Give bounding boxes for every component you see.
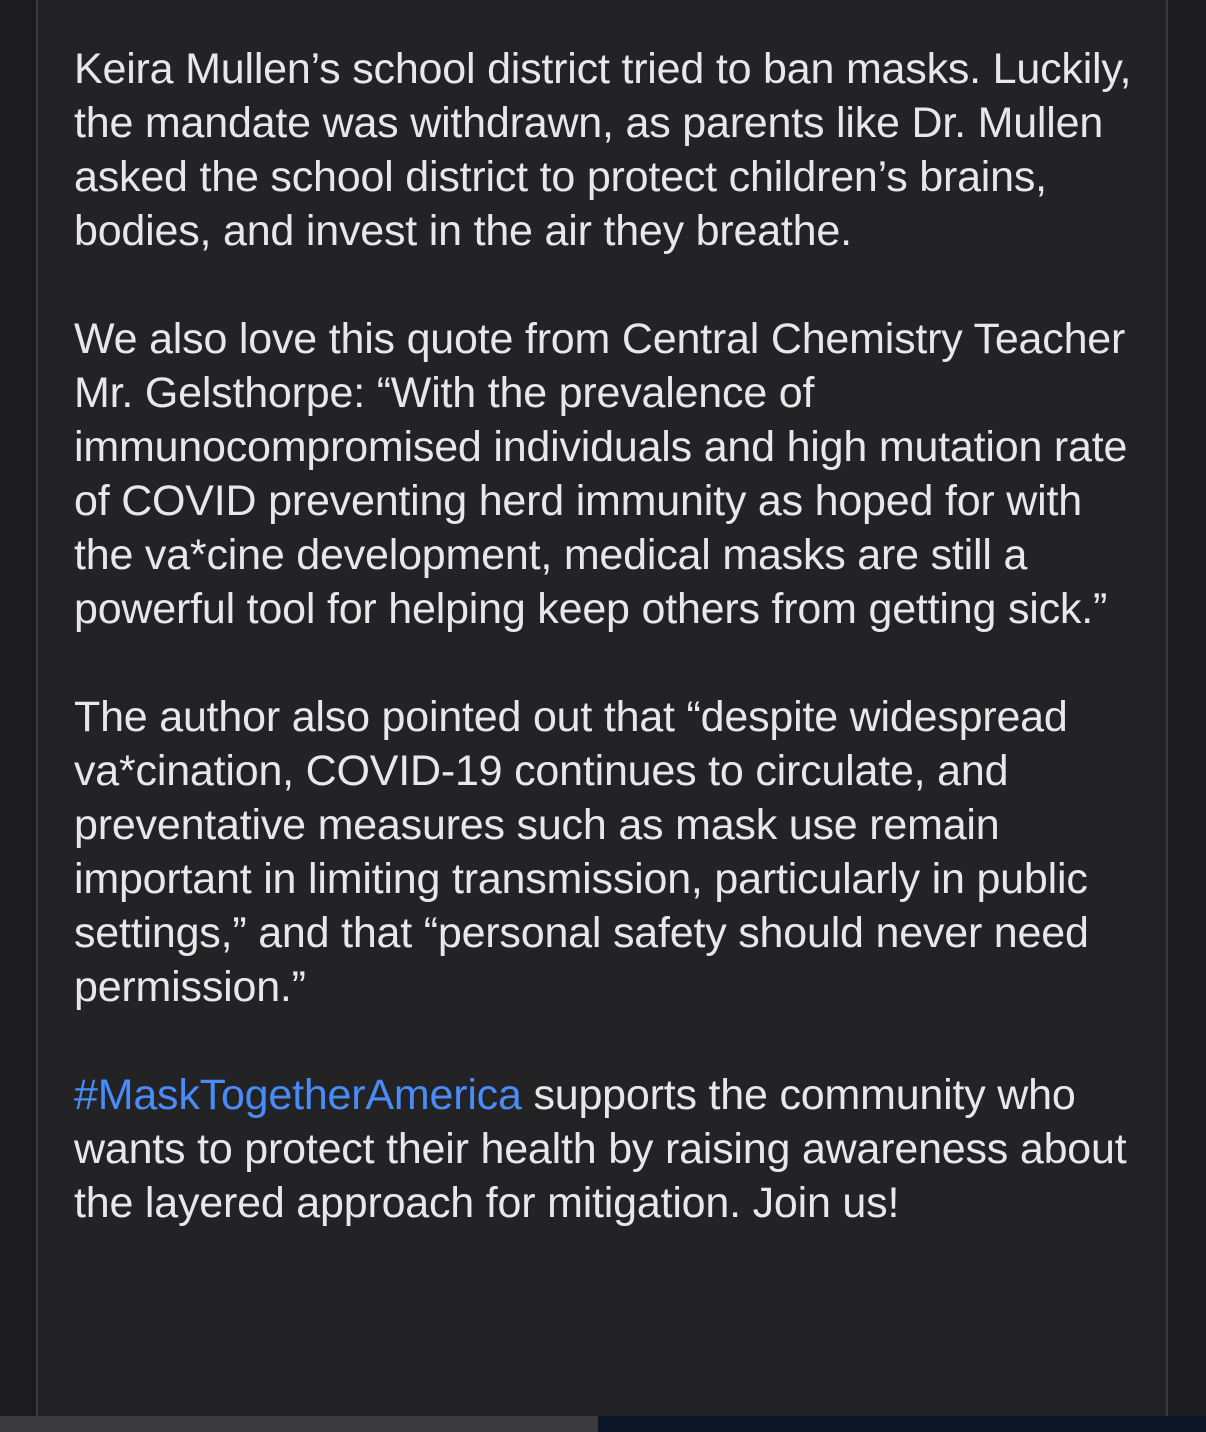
post-paragraph-4	[74, 1068, 1144, 1230]
post-paragraph-4-text: supports the community who wants to protect their health by raising awareness about the layered approach for mitigation. Join us!	[74, 1071, 1127, 1227]
scroll-track	[598, 1416, 1206, 1432]
bottom-bar	[0, 1416, 1206, 1432]
post-paragraph-3: The author also pointed out that “despite widespread va*cination, COVID-19 continues to circulate, and preventative measures such as mask use remain important in limiting transmission, particularly in public settings,” and that “personal safety should never need permission.”	[74, 693, 1089, 1011]
post-paragraph-2: We also love this quote from Central Chemistry Teacher Mr. Gelsthorpe: “With the prevalence of immunocompromised individuals and high mutation rate of COVID preventing herd immunity as hoped for with the va*cine development, medical masks are still a powerful tool for helping keep others from getting sick.”	[74, 315, 1128, 633]
hashtag-link[interactable]: #MaskTogetherAmerica	[74, 1071, 522, 1119]
post-body	[74, 42, 1144, 1230]
post-paragraph-1: Keira Mullen’s school district tried to ban masks. Luckily, the mandate was withdrawn, as parents like Dr. Mullen asked the school district to protect children’s brains, bodies, and invest in the air they breathe.	[74, 45, 1132, 255]
scroll-indicator	[0, 1416, 598, 1432]
post-card	[36, 0, 1168, 1416]
